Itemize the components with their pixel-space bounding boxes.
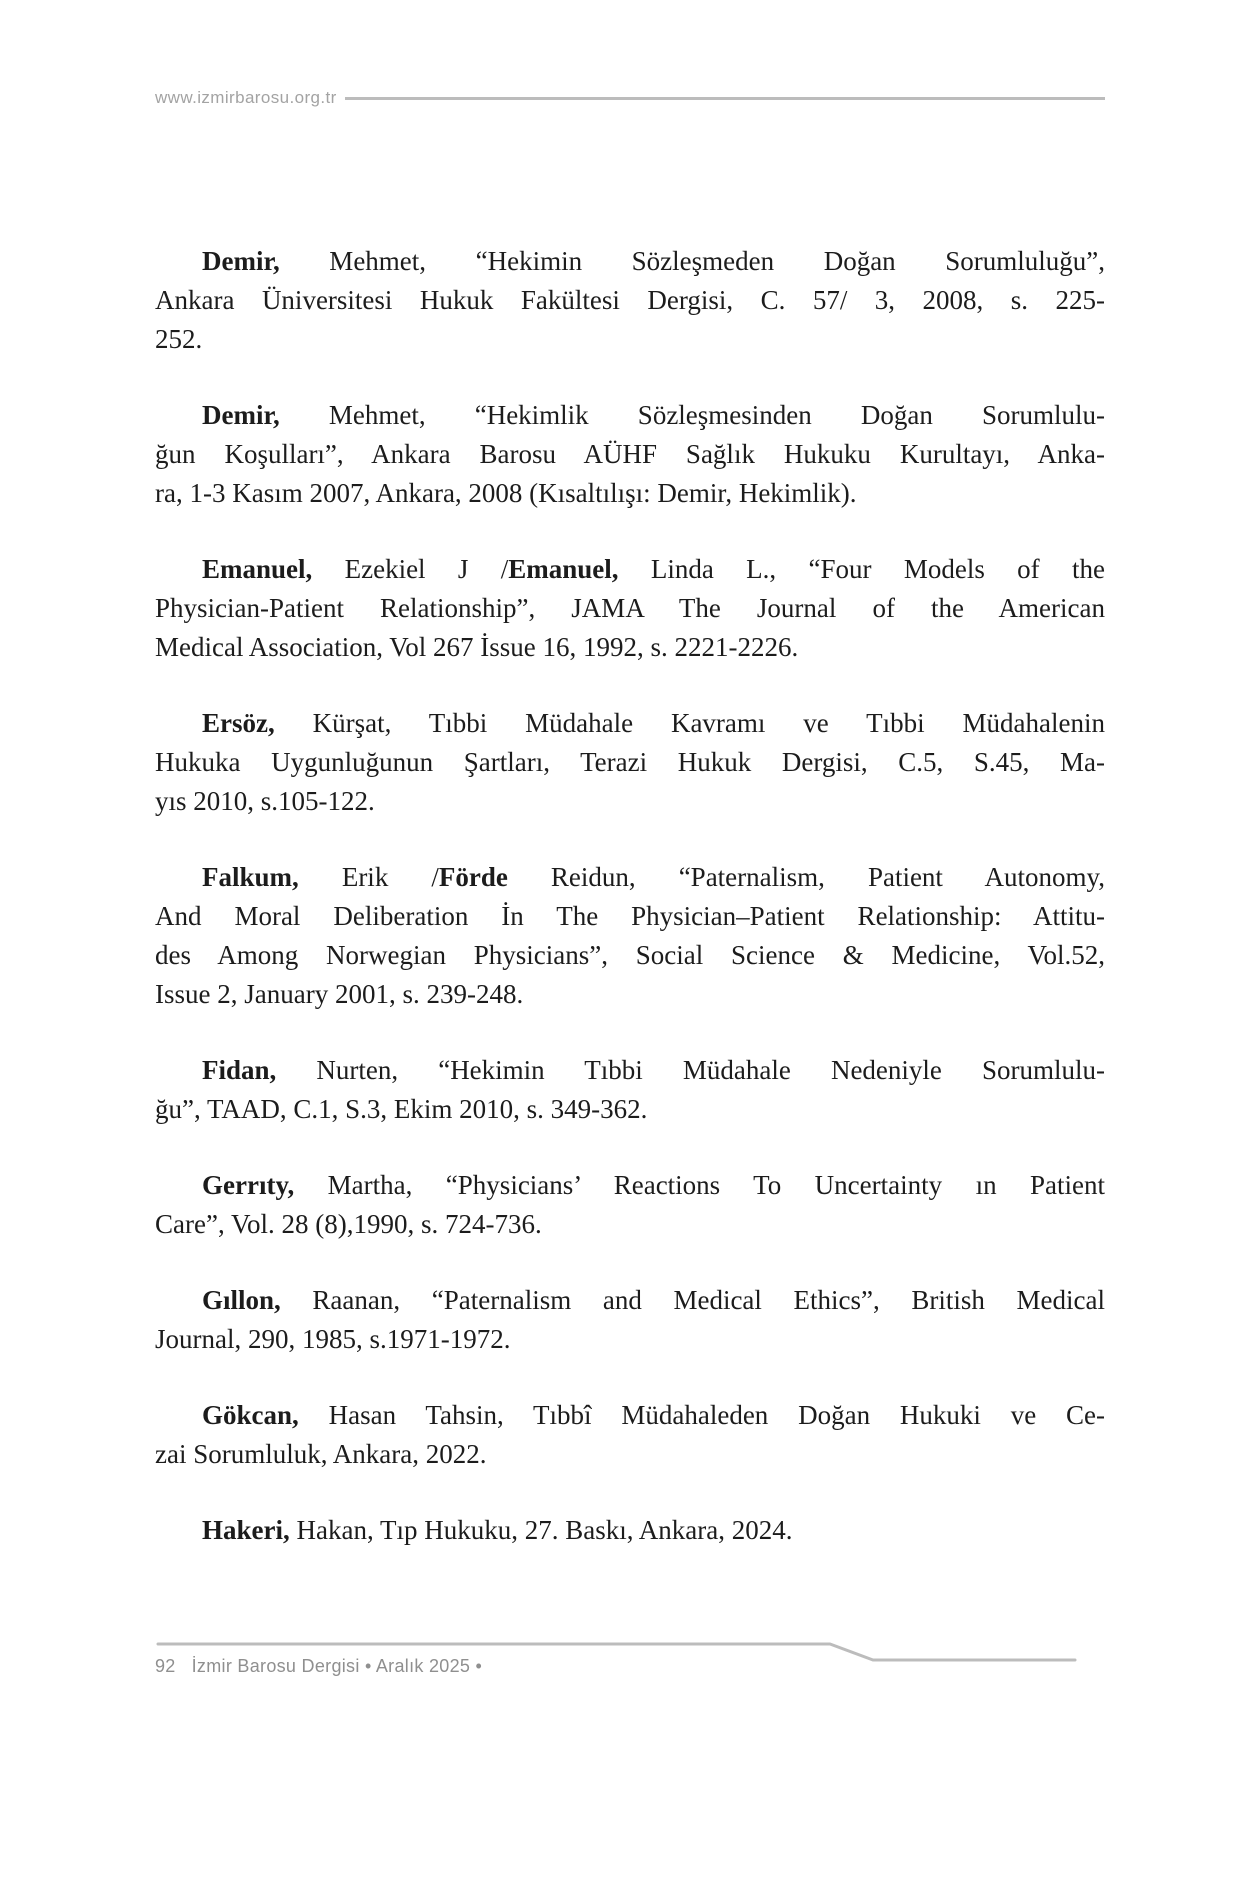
bibliography-line: Fidan, Nurten, “Hekimin Tıbbi Müdahale Nedeniyle Sorumlulu- — [202, 1055, 1105, 1085]
bibliography-line: Hakeri, Hakan, Tıp Hukuku, 27. Baskı, Ankara, 2024. — [202, 1515, 793, 1545]
page-header — [155, 88, 1105, 108]
header-url: www.izmirbarosu.org.tr — [155, 88, 337, 107]
bibliography-line: Physician-Patient Relationship”, JAMA The Journal of the American — [155, 593, 1105, 623]
bibliography-entry — [155, 550, 1105, 667]
bibliography-line: Demir, Mehmet, “Hekimlik Sözleşmesinden Doğan Sorumlulu- — [202, 400, 1105, 430]
bibliography-line: Emanuel, Ezekiel J /Emanuel, Linda L., “Four Models of the — [202, 554, 1105, 584]
bibliography-line: 252. — [155, 324, 203, 354]
bibliography-entry — [155, 1511, 1105, 1550]
header-rule — [345, 97, 1105, 100]
bibliography-line: zai Sorumluluk, Ankara, 2022. — [155, 1439, 487, 1469]
bibliography-line: Ersöz, Kürşat, Tıbbi Müdahale Kavramı ve Tıbbi Müdahalenin — [202, 708, 1105, 738]
bibliography-line: Gıllon, Raanan, “Paternalism and Medical Ethics”, British Medical — [202, 1285, 1105, 1315]
bibliography-line: Gökcan, Hasan Tahsin, Tıbbî Müdahaleden Doğan Hukuki ve Ce- — [202, 1400, 1105, 1430]
bibliography-entry — [155, 1051, 1105, 1129]
bibliography-line: Ankara Üniversitesi Hukuk Fakültesi Dergisi, C. 57/ 3, 2008, s. 225- — [155, 285, 1105, 315]
bibliography-line: Care”, Vol. 28 (8),1990, s. 724-736. — [155, 1209, 542, 1239]
bibliography-line: ğun Koşulları”, Ankara Barosu AÜHF Sağlık Hukuku Kurultayı, Anka- — [155, 439, 1105, 469]
bibliography-line: ra, 1-3 Kasım 2007, Ankara, 2008 (Kısaltılışı: Demir, Hekimlik). — [155, 478, 857, 508]
bibliography-line: ğu”, TAAD, C.1, S.3, Ekim 2010, s. 349-362. — [155, 1094, 648, 1124]
bibliography-line: Issue 2, January 2001, s. 239-248. — [155, 979, 524, 1009]
bibliography-line: des Among Norwegian Physicians”, Social Science & Medicine, Vol.52, — [155, 940, 1105, 970]
bibliography-line: Hukuka Uygunluğunun Şartları, Terazi Hukuk Dergisi, C.5, S.45, Ma- — [155, 747, 1105, 777]
bibliography-line: Demir, Mehmet, “Hekimin Sözleşmeden Doğan Sorumluluğu”, — [202, 246, 1105, 276]
bibliography-line: yıs 2010, s.105-122. — [155, 786, 375, 816]
bibliography-entry — [155, 1396, 1105, 1474]
bibliography-line: Falkum, Erik /Förde Reidun, “Paternalism, Patient Autonomy, — [202, 862, 1105, 892]
journal-name: İzmir Barosu Dergisi • Aralık 2025 • — [191, 1656, 483, 1676]
bibliography-entry — [155, 242, 1105, 359]
bibliography-line: And Moral Deliberation İn The Physician–Patient Relationship: Attitu- — [155, 901, 1105, 931]
page-footer — [155, 1656, 482, 1677]
bibliography-line: Journal, 290, 1985, s.1971-1972. — [155, 1324, 511, 1354]
bibliography-entry — [155, 1281, 1105, 1359]
bibliography-line: Medical Association, Vol 267 İssue 16, 1992, s. 2221-2226. — [155, 632, 799, 662]
bibliography-line: Gerrıty, Martha, “Physicians’ Reactions To Uncertainty ın Patient — [202, 1170, 1105, 1200]
bibliography-entry — [155, 704, 1105, 821]
bibliography-entry — [155, 858, 1105, 1014]
bibliography — [155, 242, 1105, 1587]
page-number: 92 — [155, 1656, 176, 1676]
bibliography-entry — [155, 396, 1105, 513]
bibliography-entry — [155, 1166, 1105, 1244]
